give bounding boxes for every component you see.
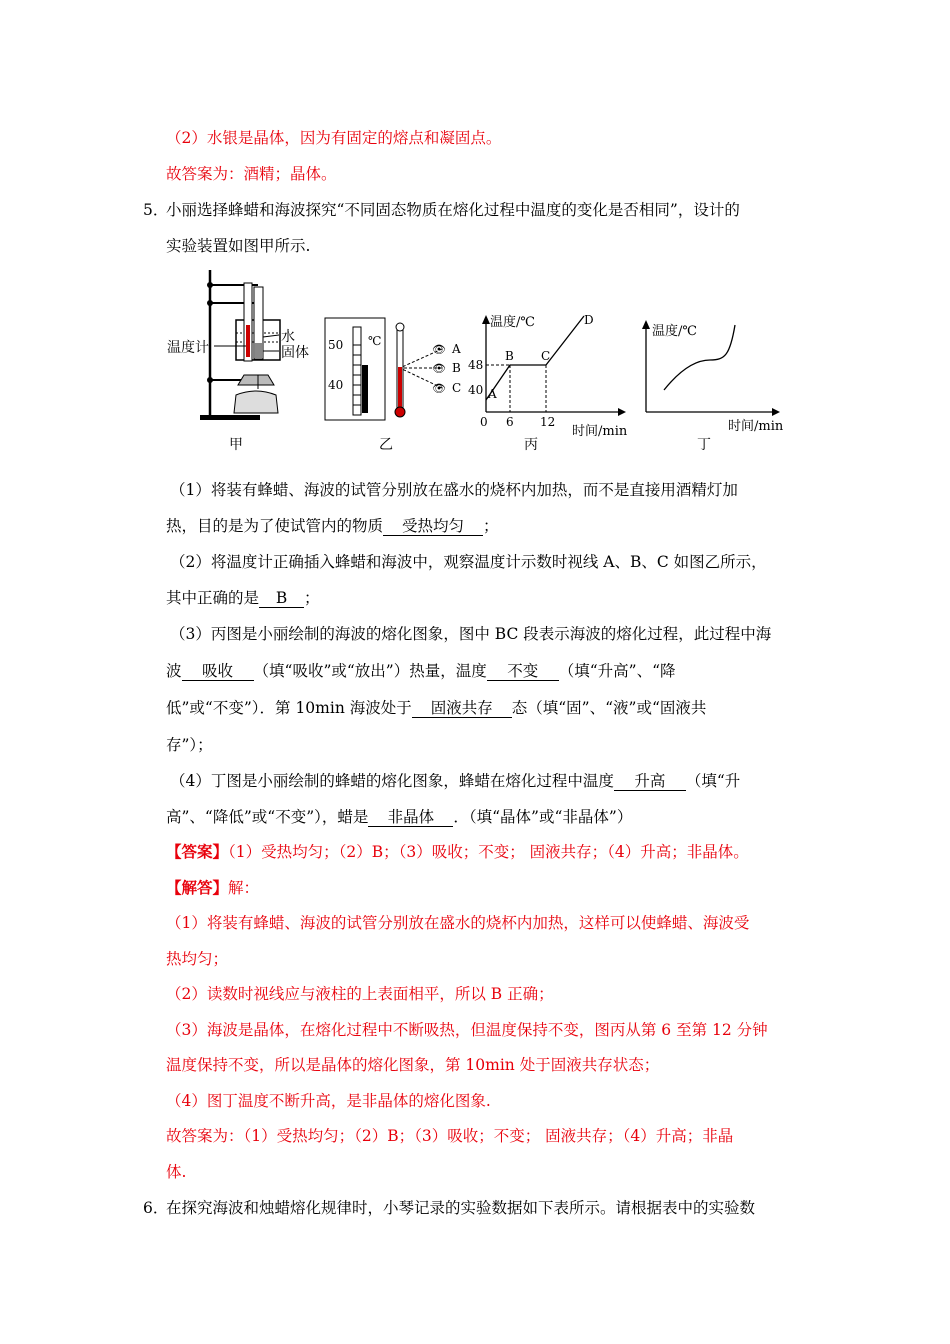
view-a-label: A	[452, 342, 461, 356]
final-answer-b: 体.	[166, 1163, 187, 1181]
q5-stem-line2: 实验装置如图甲所示.	[166, 237, 311, 255]
caption-jia: 甲	[229, 437, 243, 453]
bing-x6: 6	[506, 415, 514, 429]
ding-xlabel: 时间/min	[728, 419, 784, 434]
figure-jia-apparatus	[166, 265, 316, 455]
bing-x0: 0	[480, 415, 488, 429]
explain-2: （2）读数时视线应与液柱的上表面相平，所以 B 正确；	[166, 985, 554, 1003]
caption-ding: 丁	[697, 437, 711, 453]
bing-point-d: D	[584, 313, 594, 327]
eye-b-icon: 👁	[432, 362, 446, 375]
q5-sub1-line1: （1）将装有蜂蜡、海波的试管分别放在盛水的烧杯内加热，而不是直接用酒精灯加	[170, 481, 738, 499]
answer-blank-5[interactable]: 固液共存	[412, 699, 512, 718]
explain-1a: （1）将装有蜂蜡、海波的试管分别放在盛水的烧杯内加热，这样可以使蜂蜡、海波受	[166, 914, 750, 932]
q5-sub3-line3: 低”或“不变”）．第 10min 海波处于 固液共存 态（填“固”、“液”或“固液共	[166, 699, 707, 717]
answer-line: 【答案】（1）受热均匀；（2）B；（3）吸收；不变； 固液共存；（4）升高；非晶体。	[166, 842, 749, 861]
q6-stem: 在探究海波和烛蜡熔化规律时，小琴记录的实验数据如下表所示。请根据表中的实验数	[166, 1199, 756, 1217]
answer-blank-1[interactable]: 受热均匀	[383, 517, 483, 536]
unit-celsius: ℃	[368, 334, 382, 348]
figure-yi-thermometer	[322, 315, 472, 455]
q5-sub3-line4: 存”）；	[166, 736, 213, 754]
prev-answer-line: （2）水银是晶体，因为有固定的熔点和凝固点。	[166, 129, 502, 147]
prev-answer-conclusion: 故答案为：酒精；晶体。	[166, 165, 337, 183]
caption-yi: 乙	[379, 437, 393, 453]
bing-point-b: B	[505, 349, 514, 363]
q5-stem-line1: 小丽选择蜂蜡和海波探究“不同固态物质在熔化过程中温度的变化是否相同”，设计的	[166, 201, 740, 219]
answer-blank-4[interactable]: 不变	[487, 662, 559, 681]
answer-tag: 【答案】	[166, 842, 229, 861]
analysis-line: 【解答】解：	[166, 878, 260, 897]
question-number-6: 6．	[143, 1199, 169, 1217]
q5-sub2-line2: 其中正确的是 B ；	[166, 589, 320, 607]
q5-sub2-line1: （2）将温度计正确插入蜂蜡和海波中，观察温度计示数时视线 A、B、C 如图乙所示，	[170, 553, 767, 571]
figure-ding-graph	[640, 315, 790, 455]
explain-3a: （3）海波是晶体，在熔化过程中不断吸热，但温度保持不变，图丙从第 6 至第 12 分钟	[166, 1021, 768, 1039]
question-number-5: 5．	[143, 201, 169, 219]
label-thermometer: 温度计	[167, 340, 209, 356]
q5-sub1-line2: 热，目的是为了使试管内的物质 受热均匀 ；	[166, 517, 499, 535]
q5-sub3-line1: （3）丙图是小丽绘制的海波的熔化图象，图中 BC 段表示海波的熔化过程，此过程中海	[170, 625, 772, 643]
bing-point-c: C	[541, 349, 551, 363]
caption-bing: 丙	[524, 437, 538, 453]
tick-50: 50	[328, 338, 344, 352]
answer-blank-3[interactable]: 吸收	[182, 662, 254, 681]
eye-c-icon: 👁	[432, 382, 446, 395]
view-c-label: C	[452, 381, 462, 395]
ding-ylabel: 温度/℃	[652, 324, 697, 339]
final-answer-a: 故答案为：（1）受热均匀；（2）B；（3）吸收；不变； 固液共存；（4）升高；非晶	[166, 1127, 734, 1145]
eye-a-icon: 👁	[432, 343, 446, 356]
bing-xlabel: 时间/min	[572, 424, 628, 439]
bing-y48: 48	[468, 358, 484, 372]
answer-blank-2[interactable]: B	[259, 589, 304, 608]
tick-40: 40	[328, 378, 344, 392]
bing-y40: 40	[468, 383, 484, 397]
q5-sub4-line1: （4）丁图是小丽绘制的蜂蜡的熔化图象，蜂蜡在熔化过程中温度 升高 （填“升	[170, 772, 741, 790]
q5-sub4-line2: 高”、“降低”或“不变”），蜡是 非晶体 ．（填“晶体”或“非晶体”）	[166, 808, 633, 826]
explain-4: （4）图丁温度不断升高，是非晶体的熔化图象.	[166, 1092, 491, 1110]
label-solid: 固体	[281, 345, 309, 361]
analysis-tag: 【解答】	[166, 878, 229, 897]
answer-blank-7[interactable]: 非晶体	[368, 808, 453, 827]
view-b-label: B	[452, 361, 461, 375]
label-water: 水	[281, 329, 295, 345]
answer-blank-6[interactable]: 升高	[614, 772, 686, 791]
figure-bing-graph	[468, 310, 638, 455]
explain-3b: 温度保持不变，所以是晶体的熔化图象，第 10min 处于固液共存状态；	[166, 1056, 660, 1074]
explain-1b: 热均匀；	[166, 950, 229, 968]
q5-sub3-line2: 波 吸收 （填“吸收”或“放出”）热量，温度 不变 （填“升高”、“降	[166, 662, 676, 680]
bing-point-a: A	[488, 387, 497, 401]
bing-x12: 12	[540, 415, 556, 429]
bing-ylabel: 温度/℃	[490, 315, 535, 330]
